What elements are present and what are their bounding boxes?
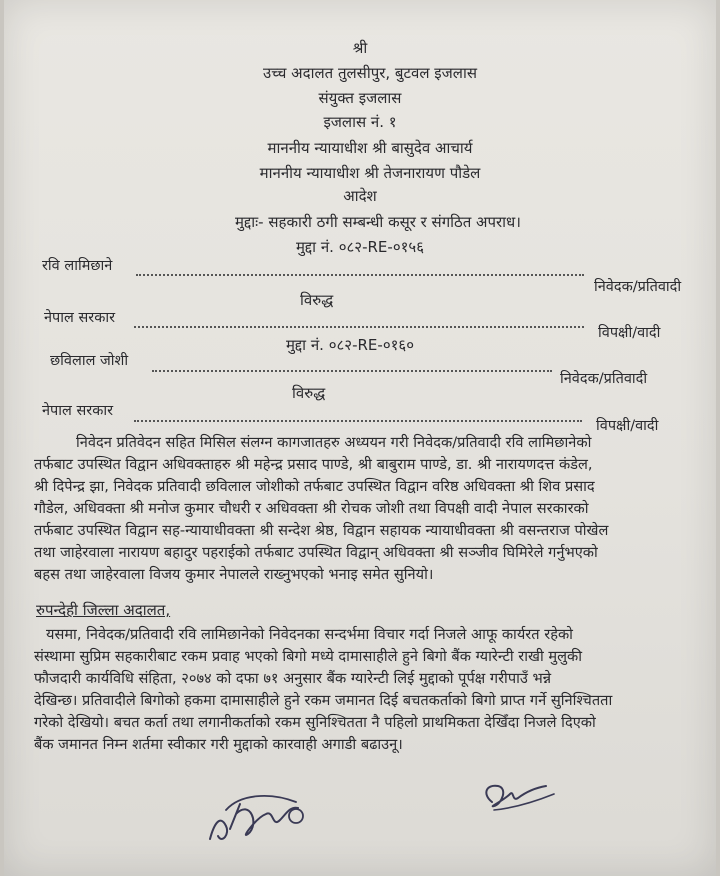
court-name: उच्च अदालत तुलसीपुर, बुटवल इजलास <box>263 64 477 82</box>
applicant-2-role: निवेदक/प्रतिवादी <box>560 371 648 387</box>
para2-line: गरेको देखियो। बचत कर्ता तथा लगानीकर्ताको रकम सुनिश्चितता नै पहिलो प्राथमिकता देखिँदा निजले दिएको <box>34 714 596 731</box>
applicant-2: छविलाल जोशी <box>50 353 129 369</box>
applicant-1: रवि लामिछाने <box>42 258 113 274</box>
signature-right <box>474 772 564 822</box>
judge-1: माननीय न्यायाधीश श्री बासुदेव आचार्य <box>267 139 473 157</box>
dotted-line <box>134 420 582 422</box>
dotted-line <box>136 274 584 276</box>
case-number-1: मुद्दा नं. ०८२-RE-०१५६ <box>295 238 425 256</box>
versus-2: विरुद्ध <box>292 384 326 402</box>
para2-line: फौजदारी कार्यविधि संहिता, २०७४ को दफा ७१ अनुसार बैंक ग्यारेन्टी लिई मुद्दाको पूर्पक्ष गरीपाउँ भन्ने <box>34 670 552 687</box>
respondent-1: नेपाल सरकार <box>44 310 116 326</box>
respondent-1-role: विपक्षी/वादी <box>598 325 661 341</box>
respondent-2-role: विपक्षी/वादी <box>596 418 659 434</box>
order-title: आदेश <box>343 187 377 205</box>
paragraph-hearing <box>34 432 704 586</box>
para1-line: तर्फबाट उपस्थित विद्वान अधिवक्ताहरु श्री महेन्द्र प्रसाद पाण्डे, श्री बाबुराम पाण्डे, डा. श्री नारायणदत्त कंडेल, <box>34 456 593 473</box>
para1-line: बहस तथा जाहेरवाला विजय कुमार नेपालले राख्नुभएको भनाइ समेत सुनियो। <box>34 566 434 583</box>
para1-line: तथा जाहेरवाला नारायण बहादुर पहराईको तर्फबाट उपस्थित विद्वान् अधिवक्ता श्री सञ्जीव घिमिरेले गर्नुभएको <box>34 544 598 561</box>
para1-line: गौडेल, अधिवक्ता श्री मनोज कुमार चौधरी र अधिवक्ता श्री रोचक जोशी तथा विपक्षी वादी नेपाल सरकारको <box>34 500 589 517</box>
applicant-1-role: निवेदक/प्रतिवादी <box>594 279 682 295</box>
document-page <box>4 0 716 876</box>
bench-number: इजलास नं. १ <box>323 113 397 131</box>
versus-1: विरुद्ध <box>300 291 334 309</box>
para2-line: यसमा, निवेदक/प्रतिवादी रवि लामिछानेको निवेदनका सन्दर्भमा विचार गर्दा निजले आफू कार्यरत रहेको <box>46 626 573 643</box>
signature-left <box>200 784 320 854</box>
judge-2: माननीय न्यायाधीश श्री तेजनारायण पौडेल <box>259 164 481 182</box>
header-shree: श्री <box>352 39 368 57</box>
dotted-line <box>152 370 552 372</box>
para1-line: श्री दिपेन्द्र झा, निवेदक प्रतिवादी छविलाल जोशीको तर्फबाट उपस्थित विद्वान वरिष्ठ अधिवक्ता श्री शिव प्रसाद <box>34 478 595 495</box>
para2-line: संस्थामा सुप्रिम सहकारीबाट रकम प्रवाह भएको बिगो मध्ये दामासाहीले हुने बिगो बैंक ग्यारेन्टी राखी मुलुकी <box>34 648 582 665</box>
para1-line: तर्फबाट उपस्थित विद्वान सह-न्यायाधीवक्ता श्री सन्देश श्रेष्ठ, विद्वान सहायक न्यायाधीवक्ता श्री वसन्तराज पोखेल <box>34 522 609 539</box>
respondent-2: नेपाल सरकार <box>42 403 114 419</box>
case-subject: मुद्दाः- सहकारी ठगी सम्बन्धी कसूर र संगठित अपराध। <box>235 213 521 231</box>
dotted-line <box>134 326 584 328</box>
case-number-2: मुद्दा नं. ०८२-RE-०१६० <box>285 336 415 354</box>
para2-line: देखिन्छ। प्रतिवादीले बिगोको हकमा दामासाहीले हुने रकम जमानत दिई बचतकर्ताको बिगो प्राप्त गर्ने सुनिश्चितता <box>34 692 613 709</box>
para2-line: बैंक जमानत निम्न शर्तमा स्वीकार गरी मुद्दाको कारवाही अगाडी बढाउनू। <box>34 736 403 753</box>
para1-line: निवेदन प्रतिवेदन सहित मिसिल संलग्न कागजातहरु अध्ययन गरी निवेदक/प्रतिवादी रवि लामिछानेको <box>76 434 592 451</box>
paragraph-decision <box>34 624 704 756</box>
court-heading: रुपन्देही जिल्ला अदालत, <box>36 601 171 619</box>
bench-type: संयुक्त इजलास <box>318 89 402 107</box>
